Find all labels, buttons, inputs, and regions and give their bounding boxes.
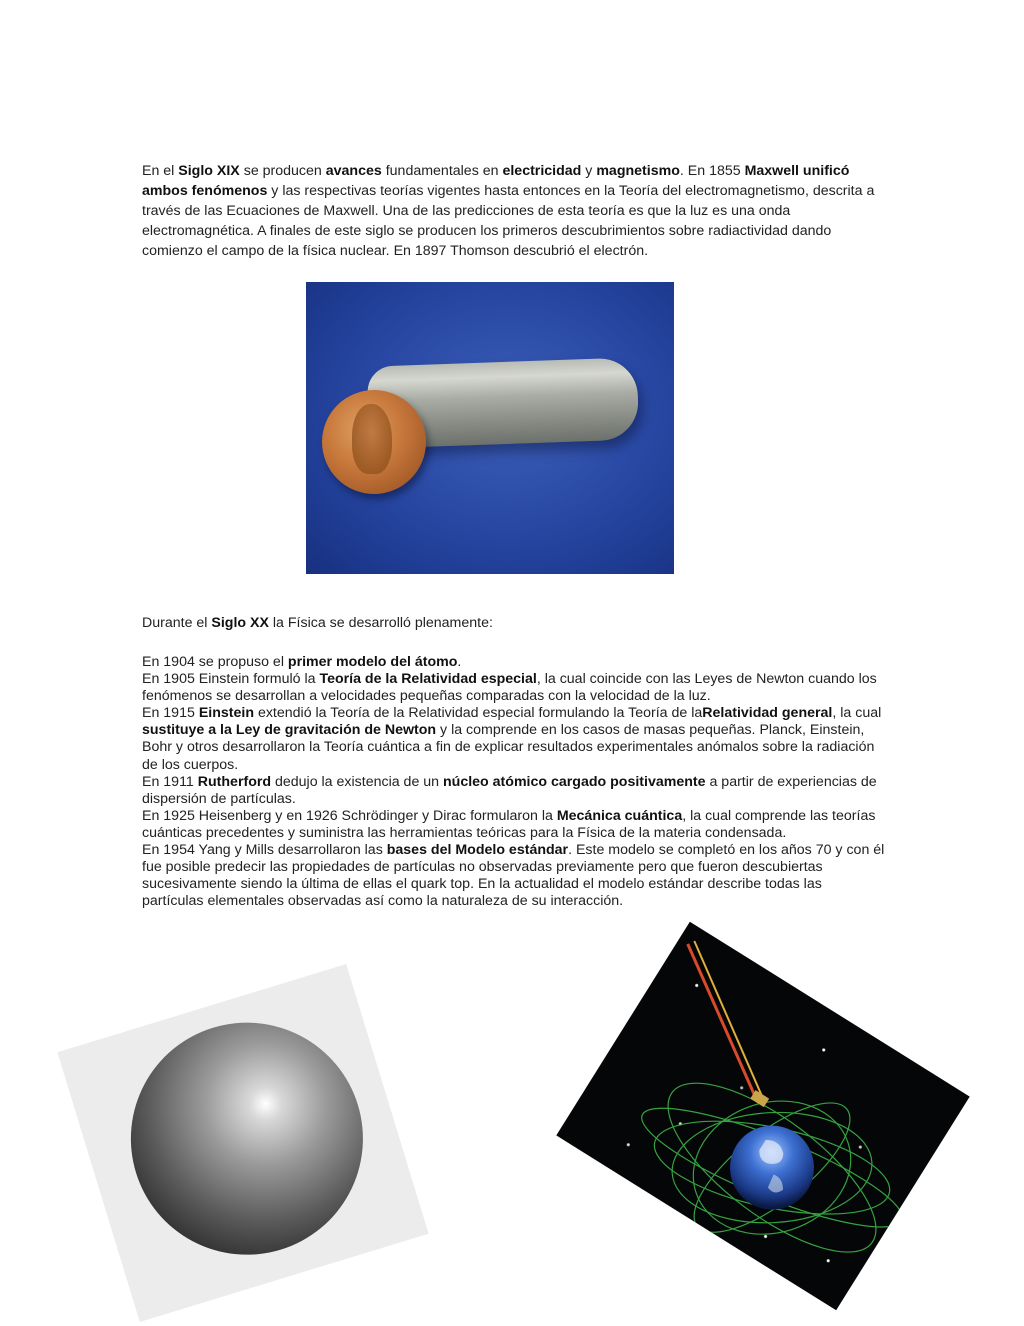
text-run: En 1925 Heisenberg y en 1926 Schrödinger y Dirac formularon la xyxy=(142,807,557,824)
text-run: Durante el xyxy=(142,615,212,631)
timeline-entry xyxy=(142,808,887,842)
text-run: dedujo la existencia de un xyxy=(271,773,443,790)
text-run: , la cual coincide con las Leyes de Newton cuando los fenómenos se desarrollan a velocidades pequeñas comparadas con la velocidad de la luz. xyxy=(142,671,877,705)
timeline-entry xyxy=(142,654,887,671)
text-run: fundamentales en xyxy=(381,163,503,179)
bold-term: Rutherford xyxy=(197,773,272,790)
bold-term: Siglo XX xyxy=(211,615,269,631)
paragraph-siglo-xix xyxy=(142,161,887,261)
timeline-entry xyxy=(142,705,887,773)
bold-term: magnetismo xyxy=(596,163,680,179)
magnet-coin-photo xyxy=(306,282,674,574)
bold-term: Maxwell unificó ambos fenómenos xyxy=(142,163,850,199)
text-run: En 1904 se propuso el xyxy=(142,654,288,670)
text-run: . Este modelo se completó en los años 70 y con él fue posible predecir las propiedades de partículas no observadas previamente pero que fueron descubiertas sucesivamente siendo la última de ellas el quark top. En la actualidad el modelo estándar describe todas las partículas elementales observadas así como la naturaleza de su interacción. xyxy=(142,842,885,910)
text-run: , la cual xyxy=(832,705,882,722)
text-run: se producen xyxy=(239,163,326,179)
timeline-entry xyxy=(142,842,887,910)
text-run: En 1915 xyxy=(142,705,199,722)
earth-orbit-illustration xyxy=(556,922,969,1311)
bold-term: Einstein xyxy=(198,705,254,722)
text-run: En 1911 xyxy=(142,773,198,790)
text-run: extendió la Teoría de la Relatividad especial formulando la Teoría de la xyxy=(254,705,703,722)
earth-orbit-image xyxy=(556,922,969,1311)
text-run: En el xyxy=(142,163,179,179)
text-run: y las respectivas teorías vigentes hasta entonces en la Teoría del electromagnetismo, descrita a través de las Ecuaciones de Maxwell. Una de las predicciones de esta teoría es que la luz es una onda electromagnética. A finales de este siglo se producen los primeros descubrimientos sobre radiactividad dando comienzo el campo de la física nuclear. En 1897 Thomson descubrió el electrón. xyxy=(142,183,875,259)
paragraph-siglo-xx-intro xyxy=(142,613,887,633)
text-run: y xyxy=(581,163,597,179)
text-run: . xyxy=(457,654,462,670)
bold-term: Siglo XIX xyxy=(178,163,240,179)
text-run: y la comprende en los casos de masas pequeñas. Planck, Einstein, Bohr y otros desarrollaron la Teoría cuántica a fin de explicar resultados experimentales anómalos sobre la radiación de los cuerpos. xyxy=(142,722,875,773)
gray-sphere xyxy=(102,994,392,1284)
bold-term: primer modelo del átomo xyxy=(287,654,458,670)
penny-coin xyxy=(322,390,426,494)
text-run: . En 1855 xyxy=(679,163,745,179)
bold-term: avances xyxy=(325,163,382,179)
text-run: En 1905 Einstein formuló la xyxy=(142,671,320,688)
text-run: la Física se desarrolló plenamente: xyxy=(268,615,493,631)
bold-term: núcleo atómico cargado positivamente xyxy=(443,773,706,790)
bold-term: Mecánica cuántica xyxy=(556,807,683,824)
timeline-entry xyxy=(142,774,887,808)
text-run: En 1954 Yang y Mills desarrollaron las xyxy=(142,842,387,859)
bold-term: Relatividad general xyxy=(702,705,833,722)
bold-term: electricidad xyxy=(502,163,582,179)
text-run: a partir de experiencias de dispersión de partículas. xyxy=(142,773,877,807)
sphere-image xyxy=(57,964,428,1322)
bold-term: bases del Modelo estándar xyxy=(386,842,569,859)
timeline-entry xyxy=(142,671,887,705)
bold-term: sustituye a la Ley de gravitación de Newton xyxy=(142,722,437,739)
paragraph-siglo-xx-timeline xyxy=(142,654,887,910)
text-run: , la cual comprende las teorías cuánticas precedentes y suministra las herramientas teóricas para la Física de la materia condensada. xyxy=(142,807,876,841)
bold-term: Teoría de la Relatividad especial xyxy=(319,671,537,688)
